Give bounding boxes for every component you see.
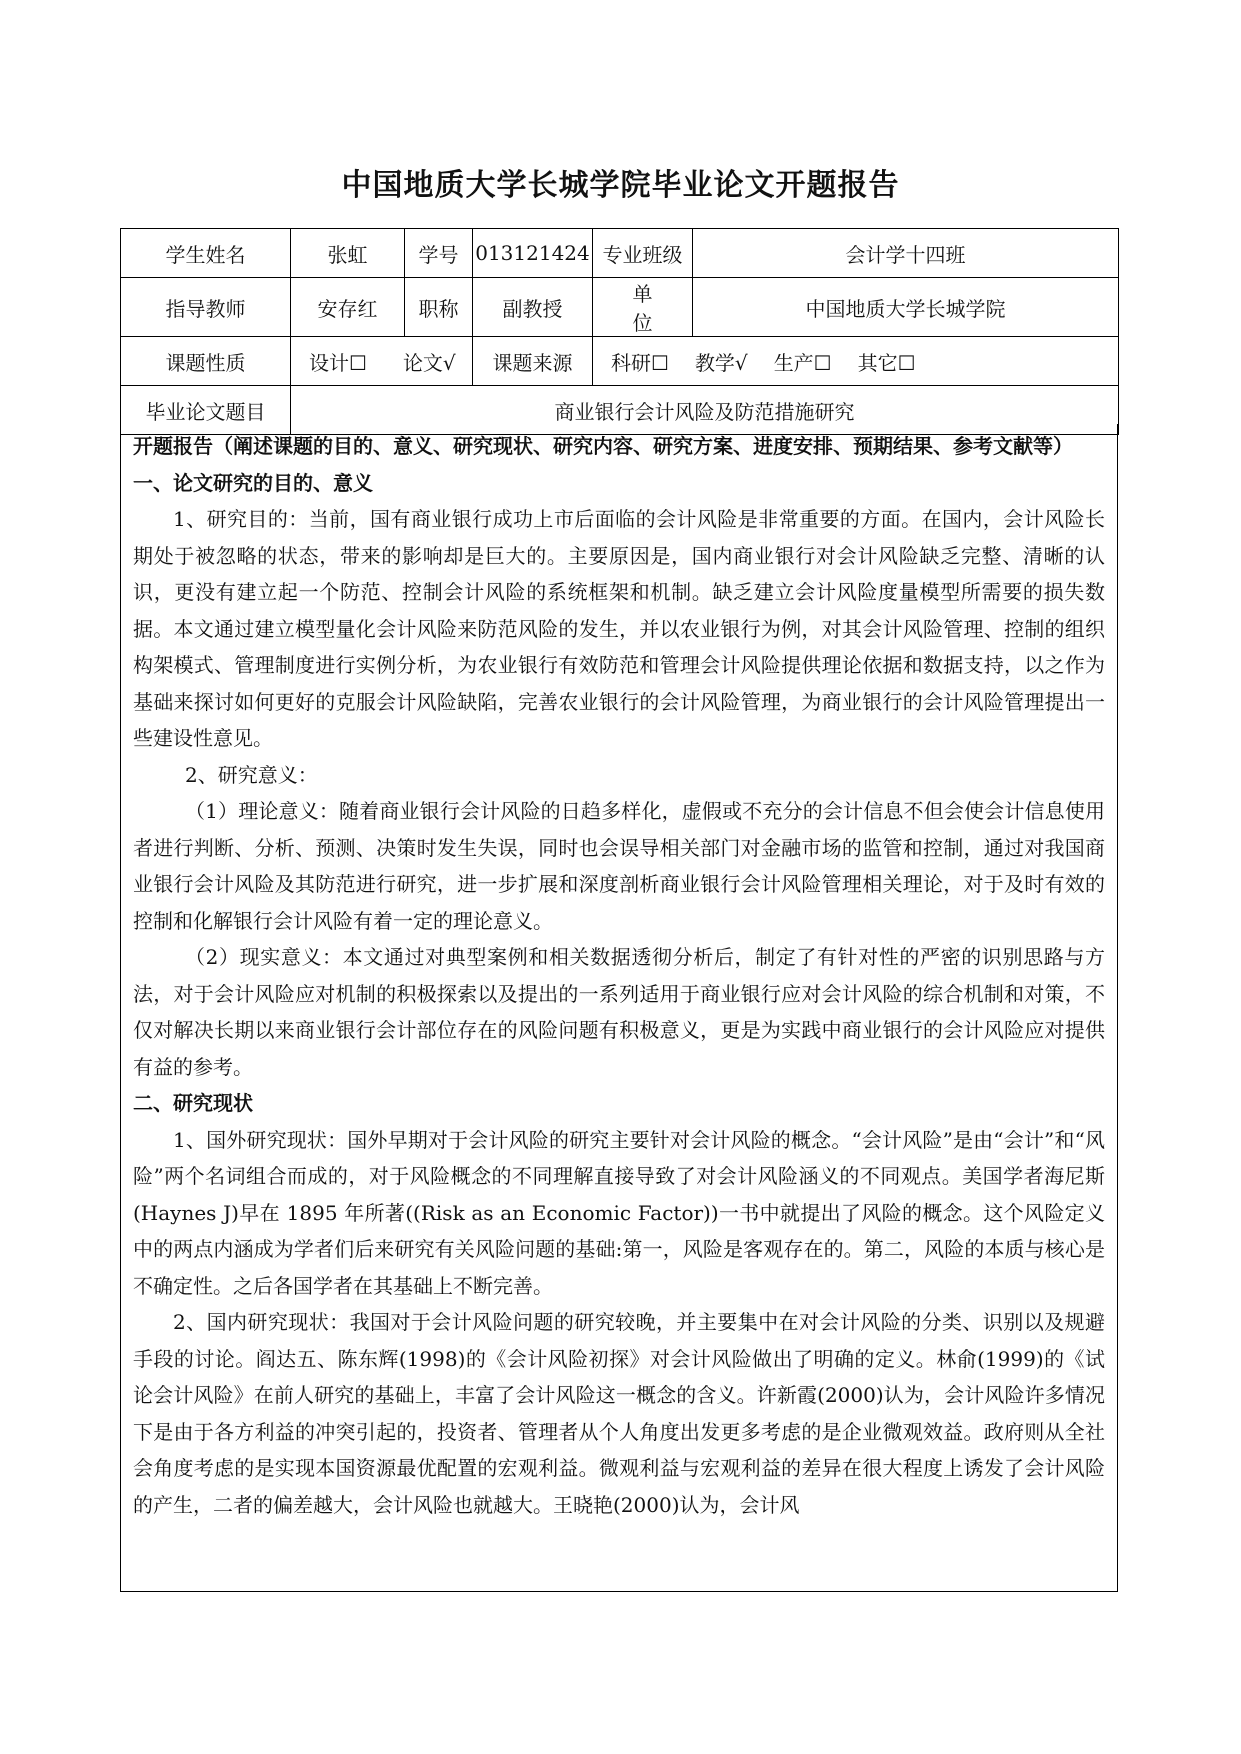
report-heading: 开题报告（阐述课题的目的、意义、研究现状、研究内容、研究方案、进度安排、预期结果、参考文献等） [133,434,1073,458]
nature-label: 课题性质 [121,337,291,386]
source-option-teaching: 教学√ [694,350,748,375]
section-title-status: 二、研究现状 [133,1091,253,1115]
paragraph-domestic-research: 2、国内研究现状：我国对于会计风险问题的研究较晚，并主要集中在对会计风险的分类、识别以及规避手段的讨论。阎达五、陈东辉(1998)的《会计风险初探》对会计风险做出了明确的定义。林俞(1999)的《试论会计风险》在前人研究的基础上，丰富了会计风险这一概念的含义。许新霞(2000)认为，会计风险许多情况下是由于各方利益的冲突引起的，投资者、管理者从个人角度出发更多考虑的是企业微观效益。政府则从全社会角度考虑的是实现本国资源最优配置的宏观利益。微观利益与宏观利益的差异在很大程度上诱发了会计风险的产生，二者的偏差越大，会计风险也就越大。王晓艳(2000)认为，会计风 [133,1310,1105,1517]
report-body [120,424,1118,1592]
rank-label: 职称 [405,278,473,337]
nature-option-thesis: 论文√ [402,350,456,375]
student-name-label: 学生姓名 [121,229,291,278]
document-title: 中国地质大学长城学院毕业论文开题报告 [341,168,900,203]
student-id-value: 013121424 [473,229,593,278]
major-class-label: 专业班级 [593,229,693,278]
unit-label: 单位 [593,278,693,337]
student-id-label: 学号 [405,229,473,278]
thesis-title-label: 毕业论文题目 [121,386,291,435]
nature-options [291,337,473,386]
paragraph-foreign-research: 1、国外研究现状：国外早期对于会计风险的研究主要针对会计风险的概念。“会计风险”是由“会计”和“风险”两个名词组合而成的，对于风险概念的不同理解直接导致了对会计风险涵义的不同观点。美国学者海尼斯(Haynes J)早在 1895 年所著((Risk as an Economic Factor))一书中就提出了风险的概念。这个风险定义中的两点内涵成为学者们后来研究有关风险问题的基础:第一，风险是客观存在的。第二，风险的本质与核心是不确定性。之后各国学者在其基础上不断完善。 [133,1127,1105,1298]
advisor-label: 指导教师 [121,278,291,337]
source-option-production: 生产☐ [773,350,832,375]
source-options [593,337,1119,386]
source-option-research: 科研☐ [611,350,669,375]
paragraph-theoretical-significance: （1）理论意义：随着商业银行会计风险的日趋多样化，虚假或不充分的会计信息不但会使会计信息使用者进行判断、分析、预测、决策时发生失误，同时也会误导相关部门对金融市场的监管和控制，通过对我国商业银行会计风险及其防范进行研究，进一步扩展和深度剖析商业银行会计风险管理相关理论，对于及时有效的控制和化解银行会计风险有着一定的理论意义。 [133,799,1105,933]
advisor-value: 安存红 [291,278,405,337]
rank-value: 副教授 [473,278,593,337]
nature-option-design: 设计☐ [309,350,367,375]
thesis-title-value: 商业银行会计风险及防范措施研究 [291,386,1119,435]
paragraph-practical-significance: （2）现实意义：本文通过对典型案例和相关数据透彻分析后，制定了有针对性的严密的识别思路与方法，对于会计风险应对机制的积极探索以及提出的一系列适用于商业银行应对会计风险的综合机制和对策，不仅对解决长期以来商业银行会计部位存在的风险问题有积极意义，更是为实践中商业银行的会计风险应对提供有益的参考。 [133,945,1105,1079]
unit-value: 中国地质大学长城学院 [693,278,1119,337]
form-row-student [121,229,1119,278]
info-form-table [120,228,1119,435]
source-label: 课题来源 [473,337,593,386]
source-option-other: 其它☐ [857,350,916,375]
paragraph-research-significance: 2、研究意义： [185,762,318,787]
form-row-advisor [121,278,1119,337]
paragraph-research-purpose: 1、研究目的：当前，国有商业银行成功上市后面临的会计风险是非常重要的方面。在国内，会计风险长期处于被忽略的状态，带来的影响却是巨大的。主要原因是，国内商业银行对会计风险缺乏完整、清晰的认识，更没有建立起一个防范、控制会计风险的系统框架和机制。缺乏建立会计风险度量模型所需要的损失数据。本文通过建立模型量化会计风险来防范风险的发生，并以农业银行为例，对其会计风险管理、控制的组织构架模式、管理制度进行实例分析，为农业银行有效防范和管理会计风险提供理论依据和数据支持，以之作为基础来探讨如何更好的克服会计风险缺陷，完善农业银行的会计风险管理，为商业银行的会计风险管理提出一些建设性意见。 [133,507,1105,750]
form-row-nature [121,337,1119,386]
student-name-value: 张虹 [291,229,405,278]
section-title-purpose: 一、论文研究的目的、意义 [133,470,373,495]
major-class-value: 会计学十四班 [693,229,1119,278]
